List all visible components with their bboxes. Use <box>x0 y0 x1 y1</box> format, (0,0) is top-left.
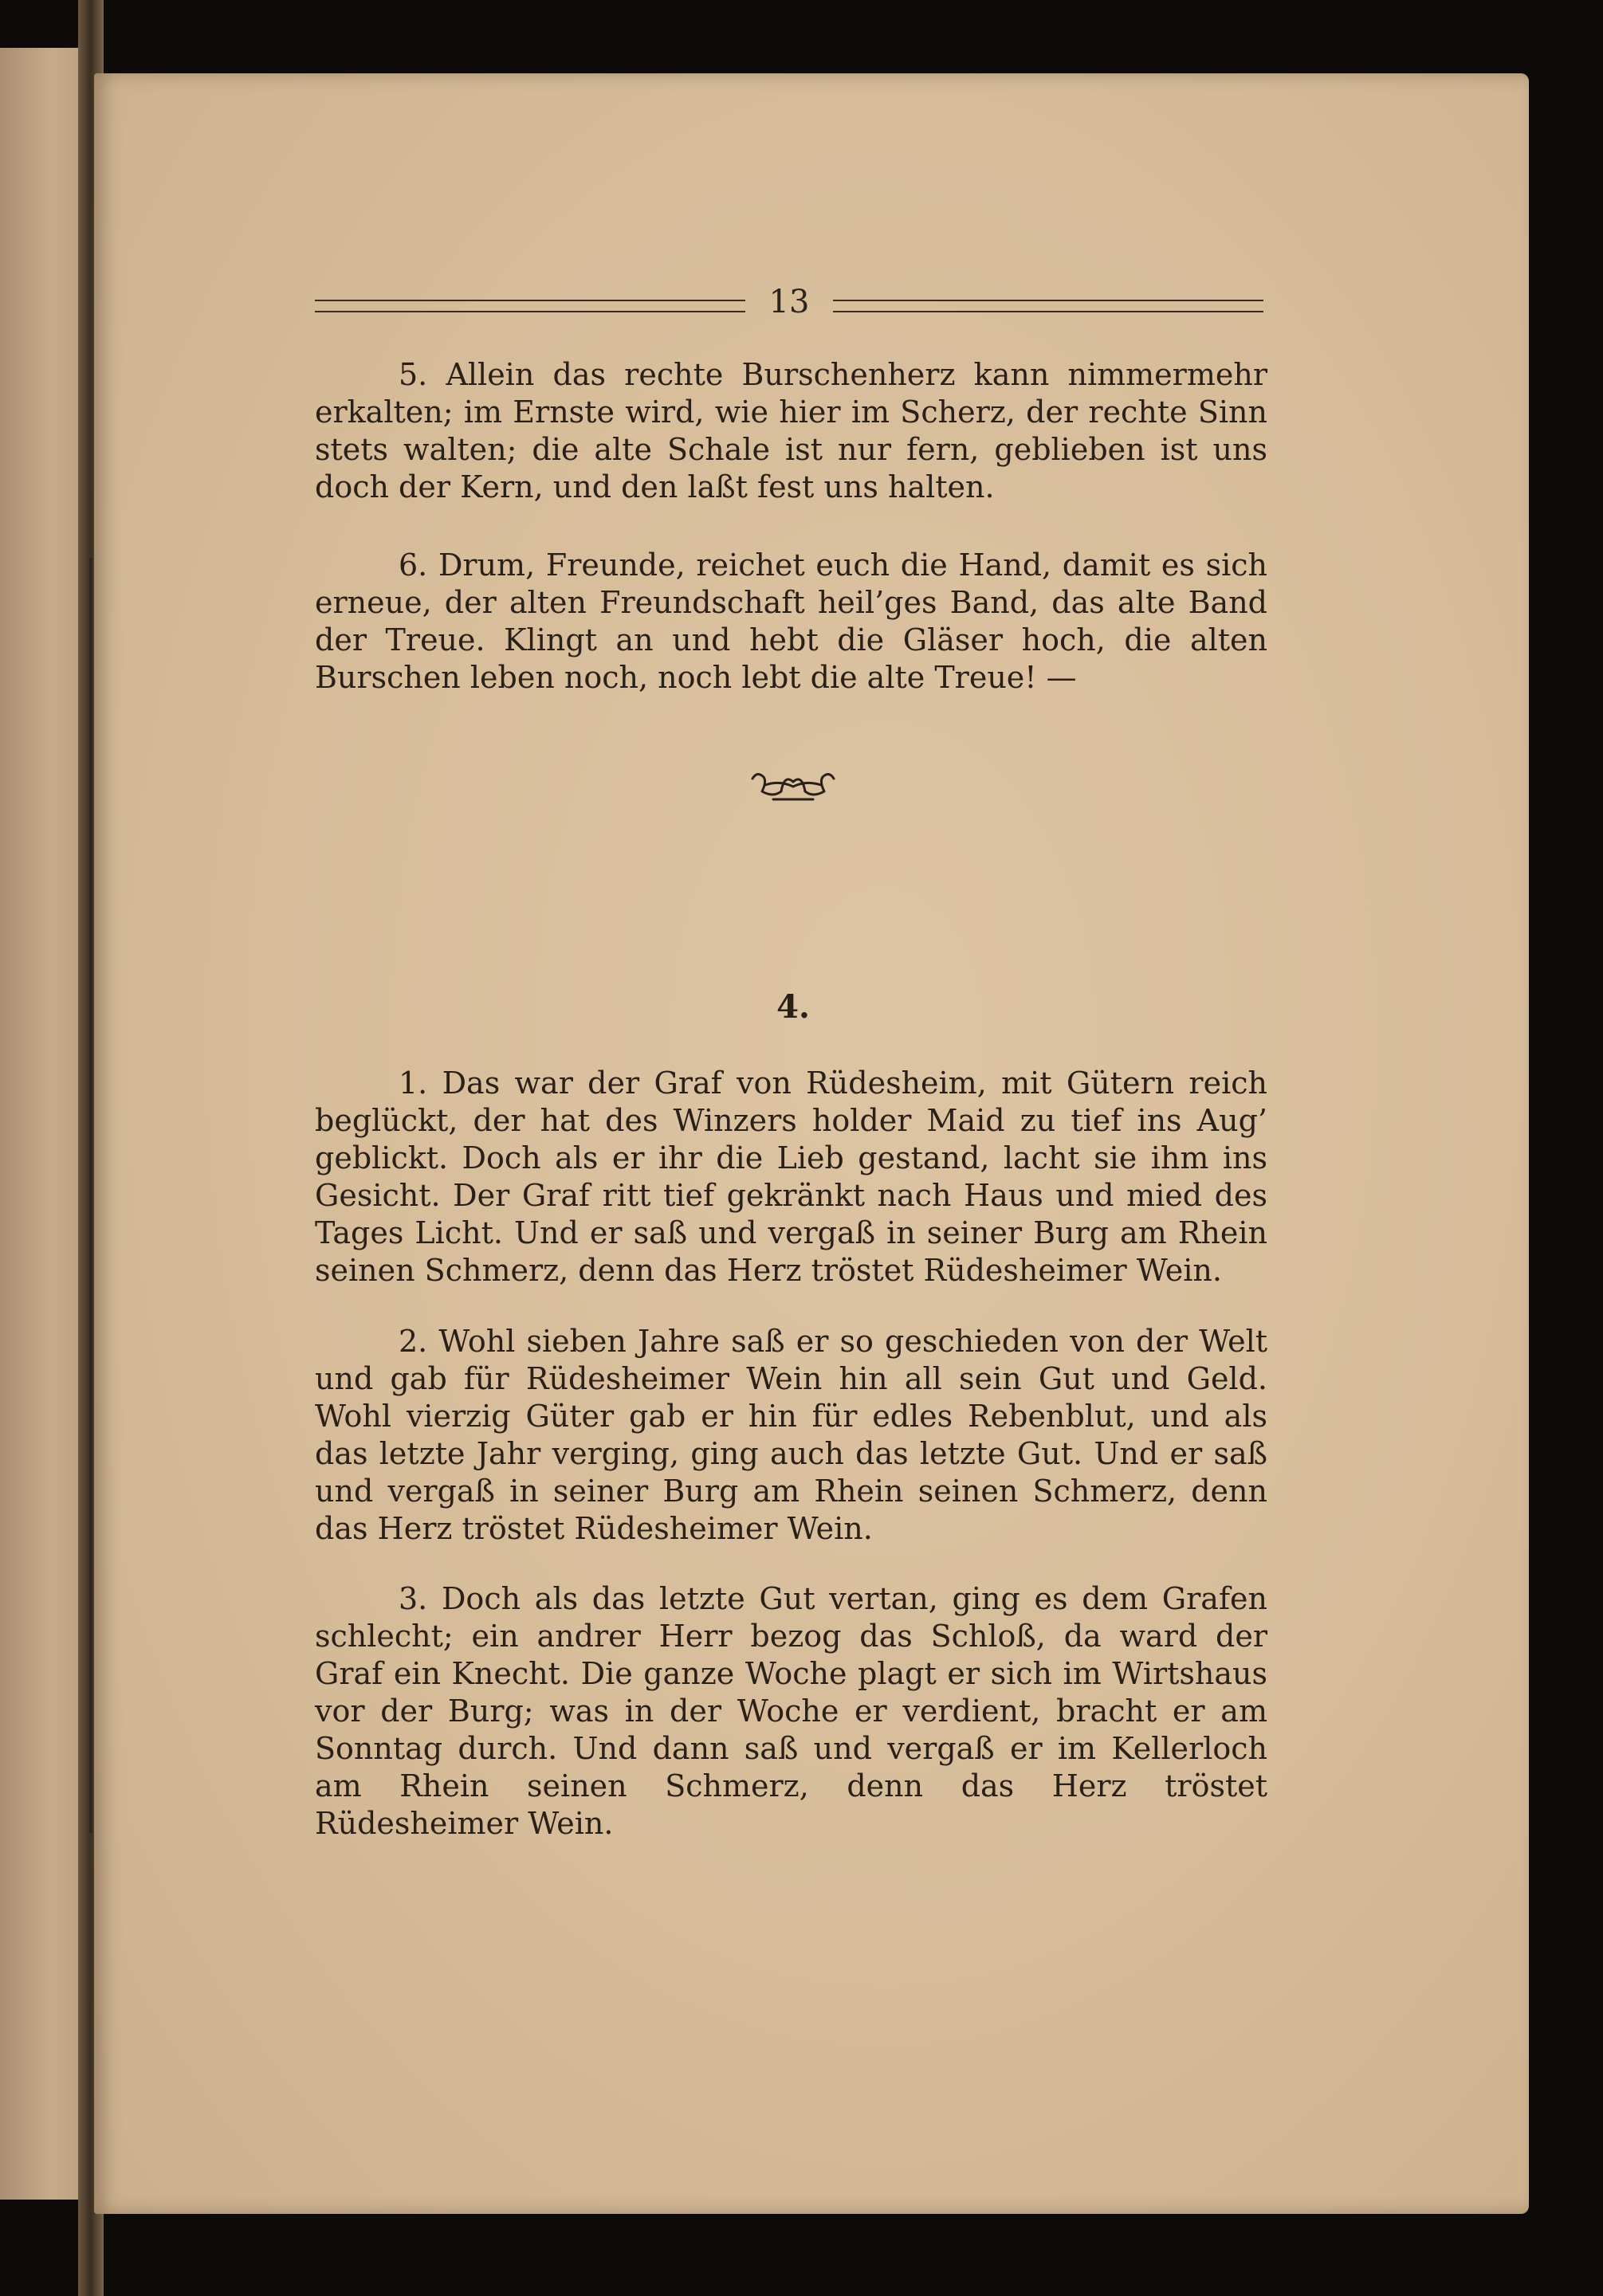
stanza-5: 5. Allein das rechte Burschenherz kann nimmermehr erkalten; im Ernste wird, wie hier im Scherz, der rechte Sinn stets walten; die alte Schale ist nur fern, geblieben ist uns doch der Kern, und den laßt fest uns halten. <box>315 357 1267 504</box>
song-4-stanza-2: 2. Wohl sieben Jahre saß er so geschieden von der Welt und gab für Rüdesheimer Wein hin all sein Gut und Geld. Wohl vierzig Güter gab er hin für edles Rebenblut, und als das letzte Jahr verging, ging auch das letzte Gut. Und er saß und vergaß in seiner Burg am Rhein seinen Schmerz, denn das Herz tröstet Rüdesheimer Wein. <box>315 1324 1267 1546</box>
song-4-stanza-1-block <box>315 1065 1267 1289</box>
song-4-stanza-1: 1. Das war der Graf von Rüdesheim, mit Gütern reich beglückt, der hat des Winzers holder Maid zu tief ins Aug’ geblickt. Doch als er ihr die Lieb gestand, lacht sie ihm ins Gesicht. Der Graf ritt tief gekränkt nach Haus und mied des Tages Licht. Und er saß und vergaß in seiner Burg am Rhein seinen Schmerz, denn das Herz tröstet Rüdesheimer Wein. <box>315 1066 1267 1288</box>
song-number: 4. <box>776 988 810 1026</box>
stanza-6: 6. Drum, Freunde, reichet euch die Hand, damit es sich erneue, der alten Freundschaft heil’ges Band, das alte Band der Treue. Klingt an und hebt die Gläser hoch, die alten Burschen leben noch, noch lebt die alte Treue! — <box>315 548 1267 695</box>
song-4-stanza-2-block <box>315 1323 1267 1548</box>
song-4-stanza-3-block <box>315 1580 1267 1843</box>
stanza-6-block <box>315 547 1267 697</box>
song-4-stanza-3: 3. Doch als das letzte Gut vertan, ging es dem Grafen schlecht; ein andrer Herr bezog das Schloß, da ward der Graf ein Knecht. Die ganze Woche plagt er sich im Wirtshaus vor der Burg; was in der Woche er verdient, bracht er am Sonntag durch. Und dann saß und vergaß er im Kellerloch am Rhein seinen Schmerz, denn das Herz tröstet Rüdesheimer Wein. <box>315 1581 1267 1841</box>
header-rule-left <box>315 300 745 312</box>
page-header <box>315 284 1263 328</box>
header-rule-right <box>833 300 1263 312</box>
left-margin-line <box>89 558 92 1833</box>
stanza-5-block <box>315 356 1267 506</box>
page-number: 13 <box>768 284 810 320</box>
ornament-icon <box>749 767 837 804</box>
